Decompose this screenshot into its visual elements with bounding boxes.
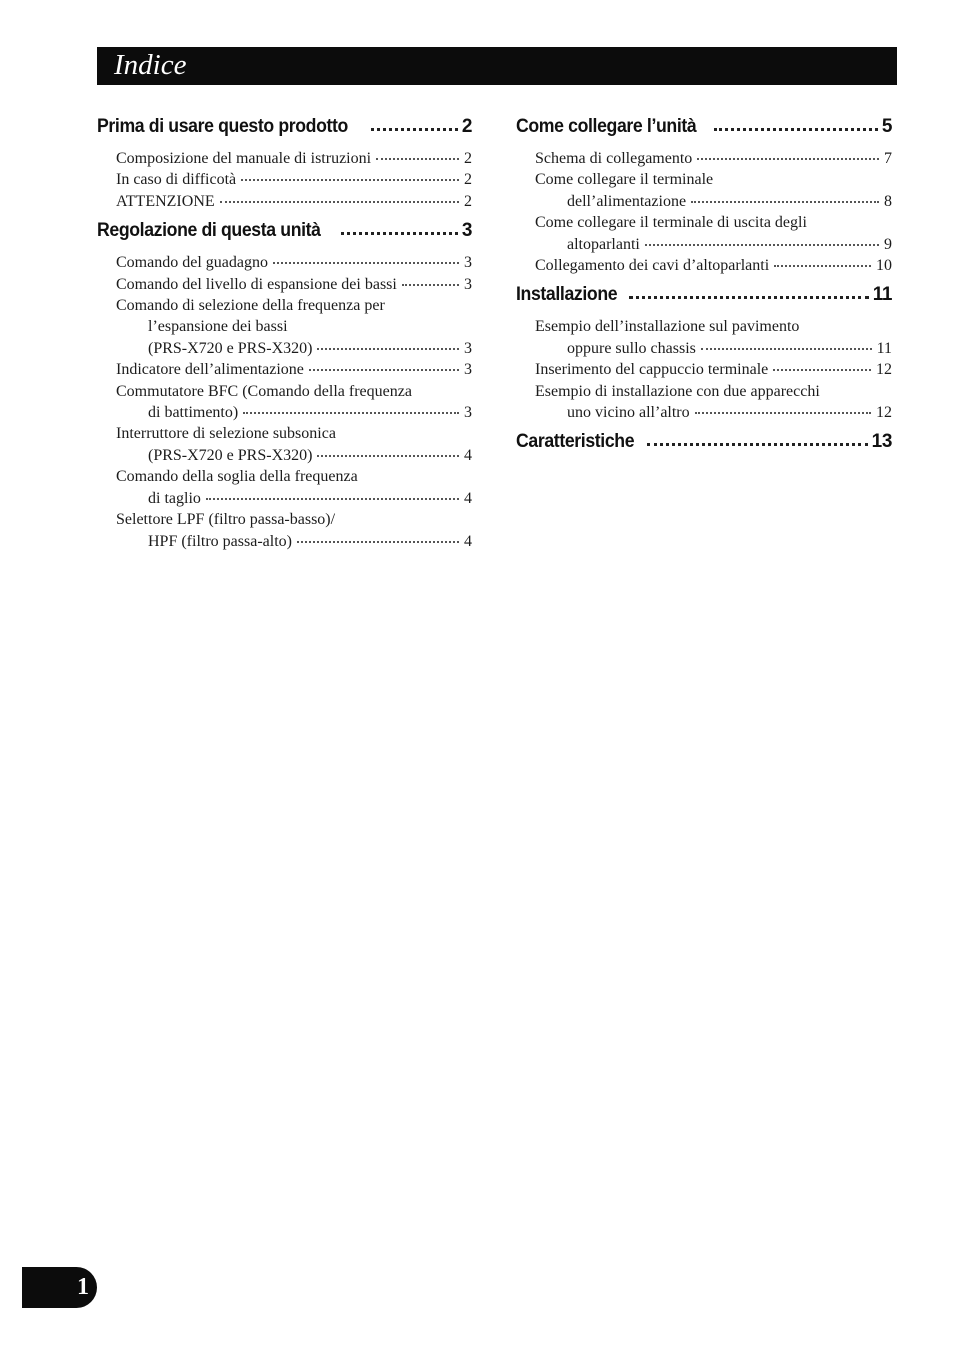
- dot-leader: [714, 128, 878, 131]
- toc-entry-text: Esempio di installazione con due apparecchi: [535, 382, 820, 400]
- toc-entry-line: [516, 234, 892, 255]
- dot-leader: [695, 412, 871, 414]
- dot-leader: [774, 265, 871, 267]
- dot-leader: [376, 158, 459, 160]
- toc-entry-line: [516, 148, 892, 169]
- section-page-number: 13: [871, 431, 892, 453]
- dot-leader: [309, 369, 459, 371]
- dot-leader: [273, 262, 459, 264]
- page-number: 1: [77, 1274, 89, 1300]
- section-heading-label: Regolazione di questa unità: [97, 220, 321, 242]
- toc-column-right: [516, 116, 892, 471]
- section-heading[interactable]: [516, 116, 892, 148]
- toc-entry-line: [97, 509, 472, 530]
- section-page-number: 11: [872, 284, 892, 306]
- toc-entry[interactable]: [97, 423, 472, 466]
- toc-entry-line: [97, 531, 472, 552]
- toc-entry-page-number: 8: [884, 192, 892, 210]
- toc-entry-page-number: 9: [884, 235, 892, 253]
- toc-entry-page-number: 12: [876, 404, 892, 422]
- section-heading[interactable]: [516, 284, 892, 316]
- toc-entry-text: oppure sullo chassis: [567, 339, 696, 357]
- toc-entry-text: Come collegare il terminale di uscita degli: [535, 214, 807, 232]
- toc-entry-text: ATTENZIONE: [116, 192, 215, 210]
- section-heading-label: Come collegare l’unità: [516, 116, 697, 137]
- toc-entry-text: (PRS-X720 e PRS-X320): [148, 339, 313, 357]
- section-page-number: 2: [461, 116, 472, 137]
- toc-entry[interactable]: [516, 212, 892, 255]
- dot-leader: [647, 443, 868, 446]
- toc-entry[interactable]: [97, 466, 472, 509]
- toc-entry-line: [97, 381, 472, 402]
- dot-leader: [297, 541, 459, 543]
- section-page-number: 5: [881, 116, 892, 137]
- toc-entry-text: l’espansione dei bassi: [148, 318, 288, 336]
- toc-entry-text: Comando della soglia della frequenza: [116, 468, 358, 486]
- toc-entry-text: di taglio: [148, 489, 201, 507]
- dot-leader: [402, 284, 459, 286]
- toc-entry[interactable]: [516, 316, 892, 359]
- toc-entry-text: Comando del livello di espansione dei bassi: [116, 275, 397, 293]
- dot-leader: [697, 158, 879, 160]
- toc-entry-line: [516, 381, 892, 402]
- dot-leader: [629, 296, 869, 299]
- dot-leader: [645, 244, 879, 246]
- toc-entry-text: Interruttore di selezione subsonica: [116, 425, 336, 443]
- section-heading-label: Installazione: [516, 284, 618, 306]
- toc-entry-line: [97, 466, 472, 487]
- toc-entry[interactable]: [97, 252, 472, 273]
- dot-leader: [371, 128, 458, 131]
- toc-entry[interactable]: [97, 509, 472, 552]
- section-heading[interactable]: [97, 116, 472, 148]
- toc-entry-line: [516, 191, 892, 212]
- toc-entry-page-number: 4: [464, 489, 472, 507]
- toc-entry-text: Comando di selezione della frequenza per: [116, 297, 385, 315]
- toc-entry-line: [97, 148, 472, 169]
- toc-entry-text: HPF (filtro passa-alto): [148, 532, 292, 550]
- dot-leader: [206, 498, 459, 500]
- toc-entry-line: [516, 212, 892, 233]
- toc-entry-page-number: 3: [464, 339, 472, 357]
- toc-entry-line: [97, 169, 472, 190]
- toc-entry-text: Schema di collegamento: [535, 150, 693, 167]
- toc-entry[interactable]: [516, 255, 892, 276]
- toc-entry[interactable]: [516, 381, 892, 424]
- section-page-number: 3: [461, 220, 472, 242]
- toc-section: [516, 284, 892, 423]
- toc-entry-text: In caso di difficotà: [116, 171, 237, 189]
- toc-entry[interactable]: [97, 381, 472, 424]
- dot-leader: [773, 369, 871, 371]
- toc-entry-line: [97, 191, 472, 212]
- dot-leader: [691, 201, 879, 203]
- toc-entry[interactable]: [97, 274, 472, 295]
- toc-column-left: [97, 116, 472, 560]
- toc-section: [516, 116, 892, 276]
- toc-entry[interactable]: [516, 359, 892, 380]
- dot-leader: [317, 455, 459, 457]
- page-title: Indice: [114, 49, 187, 81]
- dot-leader: [701, 348, 872, 350]
- toc-entry-line: [516, 359, 892, 380]
- toc-entry-text: Indicatore dell’alimentazione: [116, 361, 304, 379]
- dot-leader: [317, 348, 459, 350]
- toc-entry-text: Commutatore BFC (Comando della frequenza: [116, 382, 412, 400]
- toc-entry-page-number: 11: [876, 339, 892, 357]
- toc-entry-page-number: 3: [464, 361, 472, 379]
- toc-entry-page-number: 2: [464, 192, 472, 210]
- dot-leader: [243, 412, 459, 414]
- toc-entry[interactable]: [97, 169, 472, 190]
- toc-entry-page-number: 3: [464, 275, 472, 293]
- toc-entry-line: [97, 295, 472, 316]
- toc-entry-text: Composizione del manuale di istruzioni: [116, 150, 372, 167]
- toc-entry-line: [97, 359, 472, 380]
- toc-entry-text: altoparlanti: [567, 235, 640, 253]
- toc-entry-text: Comando del guadagno: [116, 254, 268, 272]
- section-heading-label: Caratteristiche: [516, 431, 635, 453]
- toc-entry[interactable]: [516, 169, 892, 212]
- toc-entry[interactable]: [97, 148, 472, 169]
- toc-entry-line: [97, 402, 472, 423]
- toc-entry-line: [97, 488, 472, 509]
- toc-entry-line: [516, 402, 892, 423]
- toc-entry-page-number: 12: [876, 361, 892, 379]
- toc-entry-text: dell’alimentazione: [567, 192, 687, 210]
- toc-entry[interactable]: [97, 359, 472, 380]
- toc-entry-text: Selettore LPF (filtro passa-basso)/: [116, 511, 336, 529]
- page-number-tab: [22, 1267, 97, 1308]
- toc-entry-text: uno vicino all’altro: [567, 404, 690, 422]
- toc-entry-text: (PRS-X720 e PRS-X320): [148, 446, 313, 464]
- toc-entry[interactable]: [516, 148, 892, 169]
- toc-entry-text: Esempio dell’installazione sul pavimento: [535, 318, 800, 336]
- toc-entry-text: di battimento): [148, 404, 239, 422]
- toc-section: [97, 220, 472, 552]
- toc-entry[interactable]: [97, 295, 472, 359]
- toc-entry-page-number: 2: [464, 150, 472, 167]
- dot-leader: [341, 232, 457, 235]
- section-heading-label: Prima di usare questo prodotto: [97, 116, 348, 137]
- toc-entry-line: [97, 445, 472, 466]
- toc-entry-text: Collegamento dei cavi d’altoparlanti: [535, 257, 770, 275]
- toc-entry-text: Come collegare il terminale: [535, 171, 714, 189]
- toc-entry-line: [516, 169, 892, 190]
- toc-entry-page-number: 7: [884, 150, 892, 167]
- toc-entry-line: [97, 338, 472, 359]
- toc-entry-line: [97, 274, 472, 295]
- toc-entry-page-number: 3: [464, 404, 472, 422]
- toc-entry-page-number: 3: [464, 254, 472, 272]
- toc-entry-text: Inserimento del cappuccio terminale: [535, 361, 769, 379]
- toc-entry-line: [97, 252, 472, 273]
- dot-leader: [220, 201, 459, 203]
- toc-entry-page-number: 4: [464, 532, 472, 550]
- toc-entry-line: [97, 316, 472, 337]
- dot-leader: [241, 179, 459, 181]
- toc-entry-line: [516, 338, 892, 359]
- toc-section: [516, 431, 892, 463]
- toc-entry-line: [516, 255, 892, 276]
- section-heading[interactable]: [97, 220, 472, 252]
- toc-section: [97, 116, 472, 212]
- toc-entry-line: [97, 423, 472, 444]
- toc-entry-page-number: 2: [464, 171, 472, 189]
- toc-entry-page-number: 10: [876, 257, 892, 275]
- toc-entry[interactable]: [97, 191, 472, 212]
- toc-entry-line: [516, 316, 892, 337]
- section-heading[interactable]: [516, 431, 892, 463]
- toc-entry-page-number: 4: [464, 446, 472, 464]
- title-bar: [97, 47, 897, 85]
